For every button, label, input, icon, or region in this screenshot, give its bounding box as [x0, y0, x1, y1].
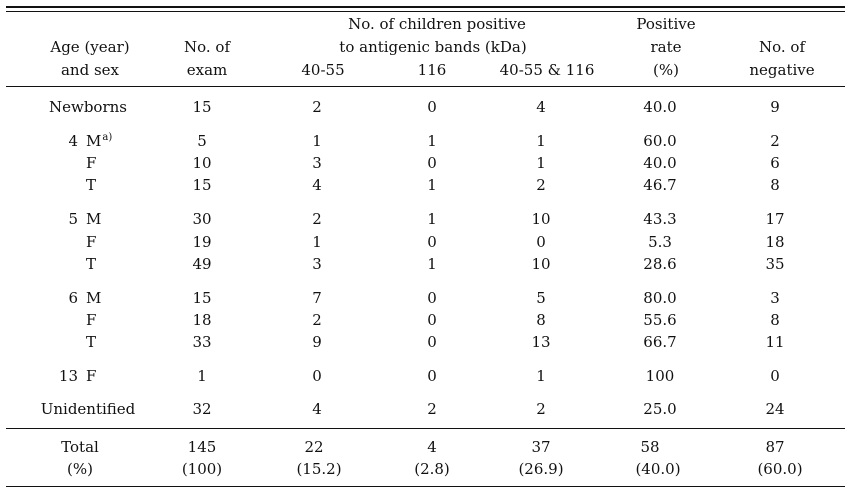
cell-band-40-55: 9 — [312, 333, 322, 351]
cell-negative: 11 — [765, 333, 785, 351]
top-double-rule-2 — [6, 11, 845, 12]
percent-negative: (60.0) — [757, 460, 803, 478]
cell-band-40-55: 4 — [312, 400, 322, 418]
total-negative: 87 — [765, 438, 785, 456]
cell-band-116: 0 — [427, 289, 437, 307]
row-sex — [86, 333, 96, 351]
cell-exam: 33 — [192, 333, 212, 351]
row-sex — [86, 367, 96, 385]
cell-band-116: 0 — [427, 367, 437, 385]
cell-band-116: 1 — [427, 176, 437, 194]
cell-band-116: 1 — [427, 132, 437, 150]
cell-band-both: 13 — [531, 333, 551, 351]
total-band-40-55: 22 — [304, 438, 324, 456]
cell-band-40-55: 2 — [312, 210, 322, 228]
header-age-line1: Age (year) — [50, 38, 130, 56]
cell-exam: 15 — [192, 289, 212, 307]
cell-negative: 18 — [765, 233, 785, 251]
cell-exam: 15 — [192, 98, 212, 116]
cell-negative: 6 — [770, 154, 780, 172]
cell-exam: 10 — [192, 154, 212, 172]
row-age: 4 — [68, 132, 78, 150]
total-rule — [6, 428, 845, 429]
cell-negative: 9 — [770, 98, 780, 116]
header-bands-line2: to antigenic bands (kDa) — [339, 38, 527, 56]
row-age: 5 — [68, 210, 78, 228]
cell-band-116: 1 — [427, 255, 437, 273]
cell-band-both: 1 — [536, 367, 546, 385]
cell-band-both: 10 — [531, 210, 551, 228]
cell-negative: 3 — [770, 289, 780, 307]
row-sex-value: T — [86, 176, 97, 194]
cell-negative: 8 — [770, 311, 780, 329]
percent-exam: (100) — [181, 460, 223, 478]
cell-band-116: 0 — [427, 98, 437, 116]
bottom-rule — [6, 486, 845, 487]
header-rate-line2: rate — [650, 38, 682, 56]
percent-band-40-55: (15.2) — [296, 460, 342, 478]
cell-band-40-55: 3 — [312, 255, 322, 273]
row-sex-value: M — [86, 132, 102, 150]
header-neg-line2: negative — [749, 61, 815, 79]
row-sex-value: F — [86, 367, 97, 385]
total-rate: 58 — [640, 438, 660, 456]
cell-rate: 40.0 — [643, 98, 677, 116]
cell-band-40-55: 2 — [312, 311, 322, 329]
total-band-both: 37 — [531, 438, 551, 456]
cell-rate: 100 — [645, 367, 675, 385]
cell-exam: 5 — [197, 132, 207, 150]
row-sex — [86, 154, 96, 172]
cell-negative: 35 — [765, 255, 785, 273]
cell-band-both: 1 — [536, 132, 546, 150]
row-sex-value: M — [86, 210, 102, 228]
header-band-both: 40-55 & 116 — [499, 61, 595, 79]
cell-rate: 60.0 — [643, 132, 677, 150]
cell-band-both: 8 — [536, 311, 546, 329]
cell-rate: 80.0 — [643, 289, 677, 307]
percent-label: (%) — [67, 460, 93, 478]
cell-exam: 1 — [197, 367, 207, 385]
cell-band-both: 1 — [536, 154, 546, 172]
header-band-40-55: 40-55 — [301, 61, 345, 79]
header-rule — [6, 86, 845, 87]
row-sex-value: F — [86, 311, 97, 329]
cell-band-116: 0 — [427, 333, 437, 351]
cell-rate: 28.6 — [643, 255, 677, 273]
cell-band-both: 2 — [536, 176, 546, 194]
total-exam: 145 — [187, 438, 217, 456]
cell-band-40-55: 7 — [312, 289, 322, 307]
percent-band-116: (2.8) — [414, 460, 450, 478]
cell-exam: 15 — [192, 176, 212, 194]
total-label: Total — [61, 438, 99, 456]
cell-rate: 66.7 — [643, 333, 677, 351]
header-neg-line1: No. of — [758, 38, 806, 56]
cell-band-116: 0 — [427, 311, 437, 329]
cell-exam: 49 — [192, 255, 212, 273]
row-sex — [86, 233, 96, 251]
cell-band-116: 1 — [427, 210, 437, 228]
header-age-line2: and sex — [60, 61, 120, 79]
cell-band-40-55: 0 — [312, 367, 322, 385]
header-rate-line1: Positive — [636, 15, 696, 33]
cell-rate: 5.3 — [648, 233, 672, 251]
footnote-marker: a) — [102, 132, 113, 143]
cell-band-both: 0 — [536, 233, 546, 251]
top-double-rule-1 — [6, 6, 845, 8]
cell-exam: 30 — [192, 210, 212, 228]
cell-band-40-55: 3 — [312, 154, 322, 172]
cell-rate: 46.7 — [643, 176, 677, 194]
row-sex-value: F — [86, 154, 97, 172]
cell-band-116: 2 — [427, 400, 437, 418]
row-label: Unidentified — [40, 400, 136, 418]
cell-band-40-55: 1 — [312, 132, 322, 150]
row-sex — [86, 311, 96, 329]
header-exam-line1: No. of — [183, 38, 231, 56]
cell-band-both: 5 — [536, 289, 546, 307]
cell-negative: 2 — [770, 132, 780, 150]
cell-negative: 0 — [770, 367, 780, 385]
cell-rate: 55.6 — [643, 311, 677, 329]
total-band-116: 4 — [427, 438, 437, 456]
row-sex-value: M — [86, 289, 102, 307]
cell-exam: 19 — [192, 233, 212, 251]
row-age: 6 — [68, 289, 78, 307]
row-sex-value: T — [86, 333, 97, 351]
cell-band-both: 10 — [531, 255, 551, 273]
row-sex-value: F — [86, 233, 97, 251]
row-label: Newborns — [48, 98, 128, 116]
cell-band-116: 0 — [427, 233, 437, 251]
cell-band-116: 0 — [427, 154, 437, 172]
cell-exam: 32 — [192, 400, 212, 418]
row-sex — [86, 210, 101, 228]
header-band-116: 116 — [417, 61, 447, 79]
header-exam-line2: exam — [186, 61, 228, 79]
percent-band-both: (26.9) — [518, 460, 564, 478]
cell-band-both: 4 — [536, 98, 546, 116]
row-age: 13 — [58, 367, 78, 385]
cell-band-both: 2 — [536, 400, 546, 418]
header-rate-line3: (%) — [653, 61, 679, 79]
cell-rate: 25.0 — [643, 400, 677, 418]
header-bands-line1: No. of children positive — [348, 15, 526, 33]
cell-band-40-55: 2 — [312, 98, 322, 116]
row-sex — [86, 176, 96, 194]
row-sex — [86, 132, 112, 150]
cell-rate: 40.0 — [643, 154, 677, 172]
cell-rate: 43.3 — [643, 210, 677, 228]
cell-negative: 8 — [770, 176, 780, 194]
row-sex — [86, 255, 96, 273]
row-sex — [86, 289, 101, 307]
cell-negative: 24 — [765, 400, 785, 418]
cell-exam: 18 — [192, 311, 212, 329]
cell-band-40-55: 4 — [312, 176, 322, 194]
row-sex-value: T — [86, 255, 97, 273]
percent-rate: (40.0) — [635, 460, 681, 478]
cell-negative: 17 — [765, 210, 785, 228]
cell-band-40-55: 1 — [312, 233, 322, 251]
